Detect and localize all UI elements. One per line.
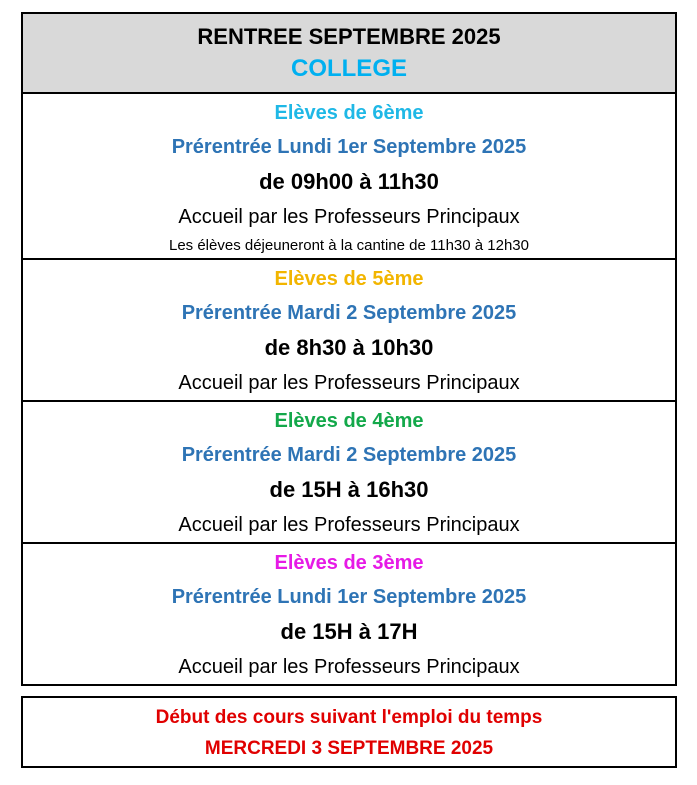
section-6eme xyxy=(23,94,675,260)
footer-line-2: MERCREDI 3 SEPTEMBRE 2025 xyxy=(204,738,494,759)
schedule-table xyxy=(21,12,677,686)
table-header xyxy=(23,14,675,94)
section-time: de 8h30 à 10h30 xyxy=(264,335,434,360)
footer-notice xyxy=(21,696,677,768)
section-date: Prérentrée Mardi 2 Septembre 2025 xyxy=(181,444,517,466)
section-note: Les élèves déjeuneront à la cantine de 11h30 à 12h30 xyxy=(168,237,529,254)
section-time: de 15H à 17H xyxy=(280,619,418,644)
section-accueil: Accueil par les Professeurs Principaux xyxy=(178,514,520,536)
section-accueil: Accueil par les Professeurs Principaux xyxy=(178,372,520,394)
page-subtitle: COLLEGE xyxy=(290,55,407,82)
section-time: de 15H à 16h30 xyxy=(269,477,429,502)
section-4eme xyxy=(23,402,675,544)
section-accueil: Accueil par les Professeurs Principaux xyxy=(178,656,520,678)
section-date: Prérentrée Lundi 1er Septembre 2025 xyxy=(171,586,527,608)
section-level-label: Elèves de 5ème xyxy=(274,268,424,290)
section-accueil: Accueil par les Professeurs Principaux xyxy=(178,206,520,228)
section-date: Prérentrée Lundi 1er Septembre 2025 xyxy=(171,136,527,158)
section-level-label: Elèves de 4ème xyxy=(274,410,424,432)
footer-line-1: Début des cours suivant l'emploi du temps xyxy=(155,707,543,728)
section-date: Prérentrée Mardi 2 Septembre 2025 xyxy=(181,302,517,324)
section-3eme xyxy=(23,544,675,684)
section-level-label: Elèves de 6ème xyxy=(274,102,424,124)
page-title: RENTREE SEPTEMBRE 2025 xyxy=(197,24,501,49)
section-5eme xyxy=(23,260,675,402)
section-level-label: Elèves de 3ème xyxy=(274,552,424,574)
section-time: de 09h00 à 11h30 xyxy=(259,169,439,194)
